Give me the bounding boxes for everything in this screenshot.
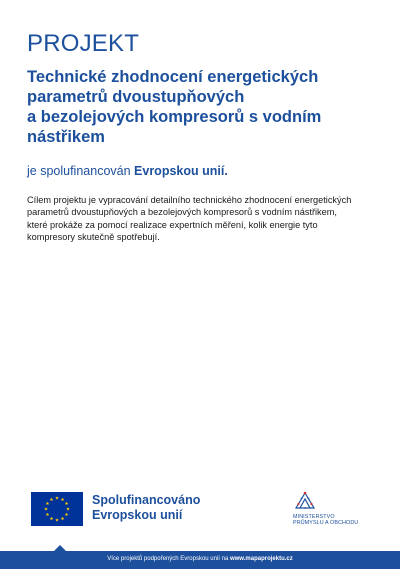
eu-text-line: Spolufinancováno <box>92 493 201 507</box>
description-line: parametrů dvoustupňových a bezolejových kompresorů s vodním nástřikem, <box>27 207 337 218</box>
ministry-emblem-icon <box>293 490 317 512</box>
project-title-line: a bezolejových kompresorů s vodním <box>27 108 322 126</box>
project-title-line: Technické zhodnocení energetických <box>27 68 319 86</box>
ministry-name-line: MINISTERSTVO <box>293 514 335 520</box>
section-heading: PROJEKT <box>27 30 140 57</box>
footer-prefix: Více projektů podpořených Evropskou unií na <box>107 556 230 562</box>
footer-note <box>0 555 400 564</box>
eu-cofinanced-text <box>92 493 200 523</box>
cofinanced-prefix: je spolufinancován <box>27 164 135 178</box>
ministry-name-line: PRŮMYSLU A OBCHODU <box>293 520 359 527</box>
project-title-line: nástřikem <box>27 128 105 146</box>
ministry-logo <box>293 490 373 532</box>
ministry-name <box>293 514 358 527</box>
project-title-line: parametrů dvoustupňových <box>27 88 245 106</box>
eu-text-line: Evropskou unií <box>92 508 183 522</box>
footer-link[interactable]: www.mapaprojektu.cz <box>229 556 293 562</box>
cofinanced-statement <box>27 164 228 178</box>
project-description <box>27 194 377 244</box>
description-line: kompresory skutečně spotřebují. <box>27 232 160 243</box>
description-line: Cílem projektu je vypracování detailního technického zhodnocení energetických <box>27 195 352 205</box>
logo-strip <box>0 486 400 534</box>
project-title <box>27 67 377 147</box>
eu-flag-icon <box>31 492 83 526</box>
cofinanced-emphasis: Evropskou unií. <box>134 164 228 178</box>
description-line: které prokáže za pomocí realizace expertních měření, kolik energie tyto <box>27 219 318 230</box>
